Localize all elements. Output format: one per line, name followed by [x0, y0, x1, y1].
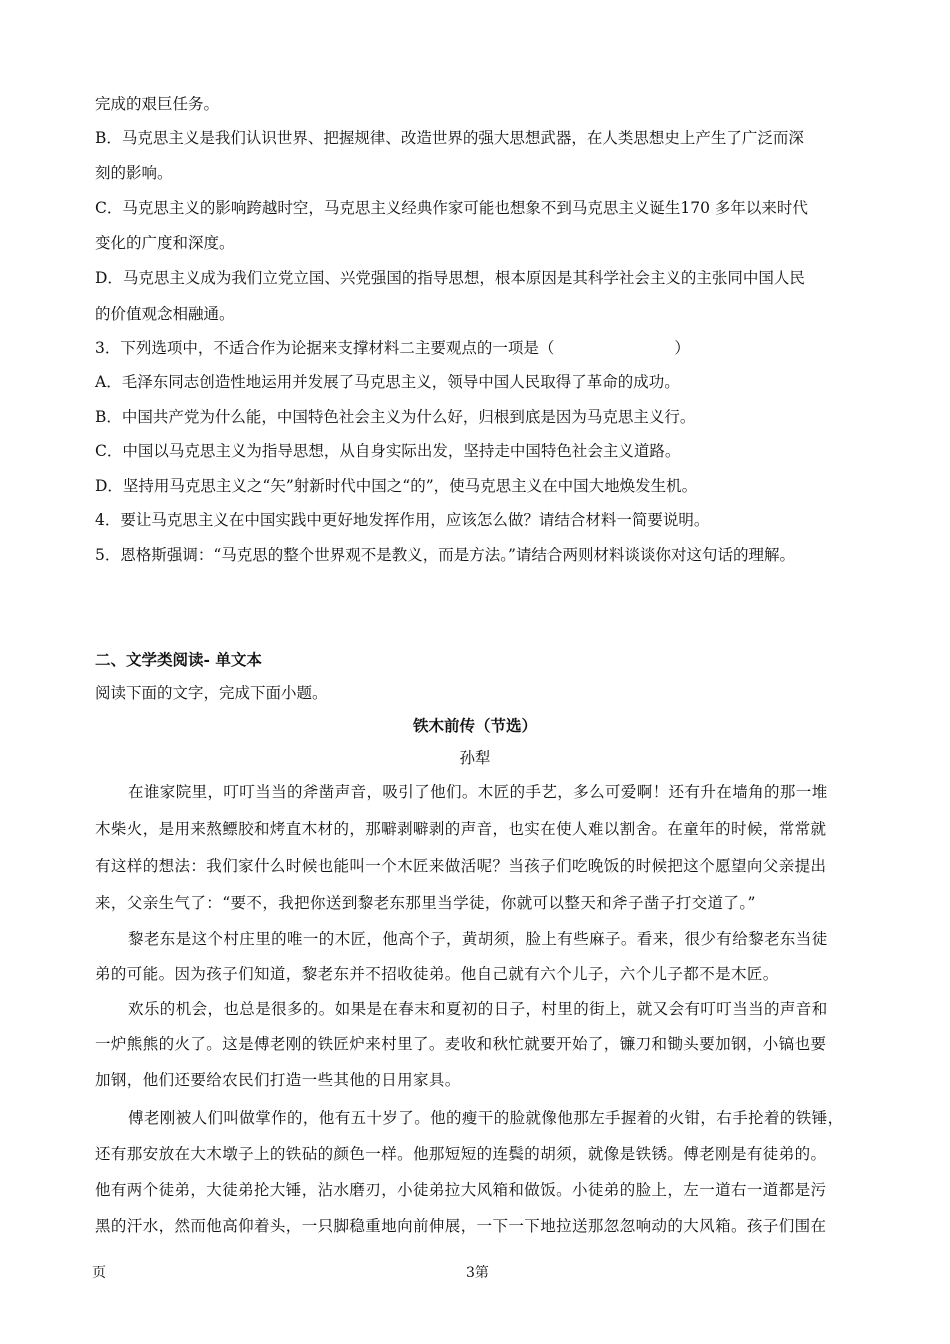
passage-author: 孙犁: [459, 749, 491, 767]
passage-line: 在谁家院里，叮叮当当的斧凿声音，吸引了他们。木匠的手艺，多么可爱啊！还有升在墙角的那一堆: [128, 783, 828, 801]
passage-line: 傅老刚被人们叫做掌作的，他有五十岁了。他的瘦干的脸就像他那左手握着的火钳，右手抡着的铁锤，: [128, 1109, 844, 1127]
question-3-close: ）: [674, 339, 690, 357]
q3-option-b: B．中国共产党为什么能，中国特色社会主义为什么好，归根到底是因为马克思主义行。: [95, 408, 696, 426]
q3-option-a: A．毛泽东同志创造性地运用并发展了马克思主义，领导中国人民取得了革命的成功。: [95, 373, 680, 391]
passage-line: 有这样的想法：我们家什么时候也能叫一个木匠来做活呢？当孩子们吃晚饭的时候把这个愿望向父亲提出: [95, 857, 827, 875]
question-3: [95, 338, 875, 358]
option-d-line1: D．马克思主义成为我们立党立国、兴党强国的指导思想，根本原因是其科学社会主义的主张同中国人民: [95, 269, 805, 287]
q3-option-d: D．坚持用马克思主义之“矢”射新时代中国之“的”，使马克思主义在中国大地焕发生机。: [95, 477, 698, 495]
reading-instruction: 阅读下面的文字，完成下面小题。: [95, 684, 328, 702]
passage-line: 黑的汗水，然而他高仰着头，一只脚稳重地向前伸展，一下一下地拉送那忽忽响动的大风箱。孩子们围在: [95, 1217, 827, 1235]
passage-line: 一炉熊熊的火了。这是傅老刚的铁匠炉来村里了。麦收和秋忙就要开始了，镰刀和锄头要加钢，小镐也要: [95, 1035, 827, 1053]
option-c-line2: 变化的广度和深度。: [95, 234, 235, 252]
passage-line: 黎老东是这个村庄里的唯一的木匠，他高个子，黄胡须，脸上有些麻子。看来，很少有给黎老东当徒: [128, 930, 828, 948]
passage-line: 木柴火，是用来熬鳔胶和烤直木材的，那噼剥噼剥的声音，也实在使人难以割舍。在童年的时候，常常就: [95, 820, 827, 838]
footer-page-label: 页: [92, 1265, 106, 1281]
question-5: 5．恩格斯强调：“马克思的整个世界观不是教义，而是方法。”请结合两则材料谈谈你对这句话的理解。: [95, 546, 795, 564]
section-heading: 二、文学类阅读- 单文本: [95, 650, 262, 669]
option-b-line1: B．马克思主义是我们认识世界、把握规律、改造世界的强大思想武器，在人类思想史上产生了广泛而深: [95, 129, 804, 147]
passage-line: 欢乐的机会，也总是很多的。如果是在春末和夏初的日子，村里的街上，就又会有叮叮当当的声音和: [128, 1000, 828, 1018]
passage-line: 还有那安放在大木墩子上的铁砧的颜色一样。他那短短的连鬓的胡须，就像是铁锈。傅老刚是有徒弟的。: [95, 1145, 827, 1163]
passage-line: 来，父亲生气了：“要不，我把你送到黎老东那里当学徒，你就可以整天和斧子凿子打交道了。”: [95, 894, 756, 912]
text-line: 完成的艰巨任务。: [95, 95, 220, 113]
option-c-line1: C．马克思主义的影响跨越时空，马克思主义经典作家可能也想象不到马克思主义诞生170 多年以来时代: [95, 199, 808, 217]
q3-option-c: C．中国以马克思主义为指导思想，从自身实际出发，坚持走中国特色社会主义道路。: [95, 442, 681, 460]
passage-line: 弟的可能。因为孩子们知道，黎老东并不招收徒弟。他自己就有六个儿子，六个儿子都不是木匠。: [95, 965, 779, 983]
option-b-line2: 刻的影响。: [95, 164, 173, 182]
passage-line: 加钢，他们还要给农民们打造一些其他的日用家具。: [95, 1071, 461, 1089]
footer-page-number: 3第: [466, 1265, 489, 1281]
option-d-line2: 的价值观念相融通。: [95, 305, 235, 323]
passage-title: 铁木前传（节选）: [412, 716, 537, 735]
question-3-stem: 3．下列选项中，不适合作为论据来支撑材料二主要观点的一项是（: [95, 339, 555, 357]
passage-line: 他有两个徒弟，大徒弟抡大锤，沾水磨刃，小徒弟拉大风箱和做饭。小徒弟的脸上，左一道右一道都是污: [95, 1181, 827, 1199]
question-4: 4．要让马克思主义在中国实践中更好地发挥作用，应该怎么做？请结合材料一简要说明。: [95, 511, 710, 529]
